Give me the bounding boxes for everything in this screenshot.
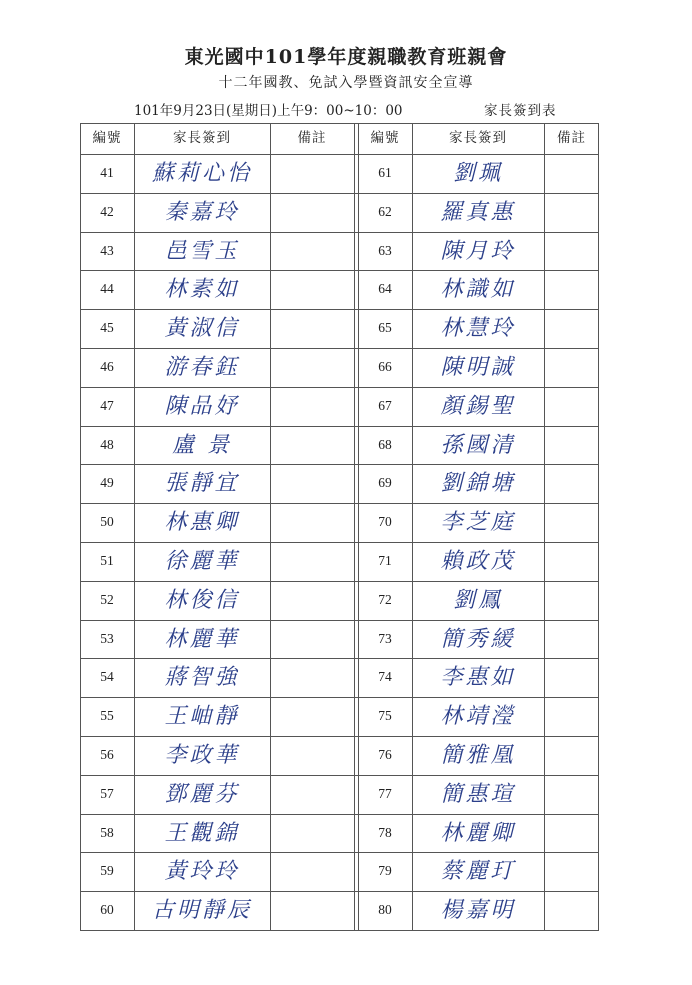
row-number: 55	[100, 708, 114, 724]
remarks-cell	[270, 581, 354, 620]
col-remarks-left: 備註	[297, 130, 327, 146]
table-row	[80, 658, 599, 697]
col-number-left: 編號	[92, 130, 122, 146]
row-number: 78	[378, 824, 392, 840]
row-number: 67	[378, 397, 392, 413]
parent-signature: 羅真惠	[440, 199, 516, 225]
col-signature-right: 家長簽到	[449, 130, 507, 146]
parent-signature: 陳月玲	[440, 238, 516, 264]
parent-signature: 楊嘉明	[440, 898, 516, 924]
remarks-cell	[270, 193, 354, 232]
row-number: 53	[100, 630, 114, 646]
table-row	[80, 154, 599, 193]
parent-signature: 蔣智強	[164, 665, 240, 691]
remarks-cell	[544, 270, 599, 309]
remarks-cell	[544, 581, 599, 620]
row-number: 77	[378, 785, 392, 801]
table-row	[80, 852, 599, 891]
parent-signature: 林素如	[164, 277, 240, 303]
row-number: 42	[100, 203, 114, 219]
row-number: 65	[378, 320, 392, 336]
row-divider	[80, 891, 599, 892]
row-number: 76	[378, 747, 392, 762]
parent-signature: 孫國清	[440, 432, 516, 458]
parent-signature: 林麗華	[164, 626, 240, 652]
remarks-cell	[270, 814, 354, 853]
row-number: 45	[100, 320, 114, 336]
table-row	[80, 775, 599, 814]
remarks-cell	[544, 814, 599, 853]
remarks-cell	[544, 658, 599, 697]
parent-signature: 賴政茂	[440, 549, 516, 574]
remarks-cell	[270, 426, 354, 465]
parent-signature: 劉珮	[452, 161, 503, 186]
row-divider	[80, 814, 599, 815]
row-number: 70	[378, 514, 392, 530]
table-row	[80, 387, 599, 426]
center-divider	[354, 123, 355, 931]
table-row	[80, 503, 599, 542]
table-row	[80, 891, 599, 930]
remarks-cell	[270, 270, 354, 309]
table-row	[80, 814, 599, 853]
parent-signature: 林麗卿	[440, 820, 516, 846]
row-divider	[80, 348, 599, 349]
parent-signature: 劉鳳	[452, 587, 503, 613]
remarks-cell	[544, 193, 599, 232]
remarks-cell	[544, 697, 599, 736]
row-number: 61	[378, 165, 392, 180]
row-number: 46	[100, 359, 114, 374]
remarks-cell	[270, 348, 354, 387]
row-number: 47	[100, 397, 114, 413]
remarks-cell	[270, 464, 354, 503]
table-row	[80, 309, 599, 348]
parent-signature: 蔡麗玎	[440, 859, 516, 885]
row-divider	[80, 426, 599, 427]
table-row	[80, 736, 599, 775]
row-number: 74	[378, 669, 392, 685]
row-number: 51	[100, 553, 114, 568]
table-row	[80, 542, 599, 581]
col-remarks-right: 備註	[557, 130, 586, 146]
parent-signature: 邑雪玉	[164, 238, 240, 264]
remarks-cell	[270, 542, 354, 581]
row-number: 52	[100, 591, 114, 607]
row-number: 79	[378, 863, 392, 879]
row-number: 59	[100, 863, 114, 879]
remarks-cell	[544, 464, 599, 503]
parent-signature: 林識如	[440, 277, 516, 303]
remarks-cell	[544, 309, 599, 348]
table-row	[80, 232, 599, 271]
remarks-cell	[270, 736, 354, 775]
parent-signature: 盧 景	[172, 432, 232, 458]
row-number: 43	[100, 242, 114, 258]
parent-signature: 陳品妤	[164, 393, 240, 419]
row-divider	[80, 309, 599, 310]
remarks-cell	[544, 542, 599, 581]
parent-signature: 李芝庭	[440, 510, 516, 536]
table-row	[80, 348, 599, 387]
document-subtitle: 十二年國教、免試入學暨資訊安全宣導	[218, 75, 474, 91]
row-number: 50	[100, 514, 114, 530]
row-number: 49	[100, 475, 114, 491]
parent-signature: 林惠卿	[164, 510, 240, 536]
parent-signature: 簡雅凰	[440, 743, 516, 768]
parent-signature: 顏錫聖	[440, 393, 516, 419]
remarks-cell	[270, 503, 354, 542]
parent-signature: 王岫靜	[164, 704, 240, 730]
remarks-cell	[544, 503, 599, 542]
row-number: 68	[378, 436, 392, 452]
row-divider	[80, 658, 599, 659]
remarks-cell	[544, 620, 599, 659]
parent-signature: 陳明誠	[440, 355, 516, 380]
row-divider	[80, 464, 599, 465]
row-number: 60	[100, 902, 114, 918]
column-divider	[412, 123, 413, 931]
row-number: 44	[100, 281, 114, 297]
row-divider	[80, 775, 599, 776]
remarks-cell	[544, 852, 599, 891]
row-divider	[80, 620, 599, 621]
row-number: 69	[378, 475, 392, 491]
parent-signature: 林靖瀅	[440, 704, 516, 730]
row-number: 57	[100, 785, 114, 801]
row-number: 66	[378, 359, 392, 374]
parent-signature: 蘇莉心怡	[151, 161, 252, 186]
parent-signature: 林慧玲	[440, 316, 516, 342]
row-number: 62	[378, 203, 392, 219]
row-number: 75	[378, 708, 392, 724]
parent-signature: 游春鈺	[164, 355, 240, 380]
remarks-cell	[544, 387, 599, 426]
parent-signature: 徐麗華	[164, 549, 240, 574]
column-divider	[134, 123, 135, 931]
row-divider	[80, 503, 599, 504]
document-title: 東光國中101學年度親職教育班親會	[184, 46, 508, 68]
remarks-cell	[270, 309, 354, 348]
remarks-cell	[544, 426, 599, 465]
parent-signature: 林俊信	[164, 587, 240, 613]
remarks-cell	[270, 697, 354, 736]
column-divider	[270, 123, 271, 931]
table-row	[80, 426, 599, 465]
row-number: 54	[100, 669, 114, 685]
table-row	[80, 464, 599, 503]
column-divider	[544, 123, 545, 931]
row-number: 72	[378, 591, 392, 607]
remarks-cell	[544, 891, 599, 930]
header-divider	[80, 154, 599, 155]
remarks-cell	[270, 852, 354, 891]
row-divider	[80, 542, 599, 543]
row-number: 63	[378, 242, 392, 258]
remarks-cell	[270, 154, 354, 193]
parent-signature: 王觀錦	[164, 820, 240, 846]
parent-signature: 簡惠瑄	[440, 781, 516, 807]
row-number: 58	[100, 824, 114, 840]
table-header	[80, 123, 599, 154]
row-divider	[80, 581, 599, 582]
row-divider	[80, 387, 599, 388]
remarks-cell	[544, 154, 599, 193]
row-divider	[80, 697, 599, 698]
parent-signature: 劉錦塘	[440, 471, 516, 497]
remarks-cell	[270, 775, 354, 814]
row-divider	[80, 232, 599, 233]
remarks-cell	[270, 891, 354, 930]
row-number: 73	[378, 630, 392, 646]
parent-signature: 黃玲玲	[164, 859, 240, 885]
row-number: 56	[100, 747, 114, 762]
remarks-cell	[270, 387, 354, 426]
row-divider	[80, 193, 599, 194]
row-number: 41	[100, 165, 114, 180]
form-title: 家長簽到表	[484, 103, 557, 119]
table-row	[80, 620, 599, 659]
table-row	[80, 193, 599, 232]
remarks-cell	[544, 775, 599, 814]
remarks-cell	[544, 348, 599, 387]
center-divider	[358, 123, 359, 931]
parent-signature: 李政華	[164, 743, 240, 768]
table-row	[80, 270, 599, 309]
remarks-cell	[544, 232, 599, 271]
row-number: 71	[378, 553, 392, 568]
remarks-cell	[544, 736, 599, 775]
remarks-cell	[270, 620, 354, 659]
parent-signature: 黃淑信	[164, 316, 240, 342]
parent-signature: 張靜宜	[164, 471, 240, 497]
parent-signature: 古明靜辰	[151, 898, 252, 924]
row-divider	[80, 736, 599, 737]
parent-signature: 簡秀緩	[440, 626, 516, 652]
event-date: 101年9月23日(星期日)上午9：00~10：00	[134, 103, 403, 119]
row-number: 48	[100, 436, 114, 452]
table-row	[80, 697, 599, 736]
remarks-cell	[270, 658, 354, 697]
parent-signature: 秦嘉玲	[164, 199, 240, 225]
col-number-right: 編號	[370, 130, 400, 146]
col-signature-left: 家長簽到	[173, 130, 231, 146]
row-number: 80	[378, 902, 392, 918]
row-number: 64	[378, 281, 392, 297]
row-divider	[80, 852, 599, 853]
parent-signature: 李惠如	[440, 665, 516, 691]
remarks-cell	[270, 232, 354, 271]
parent-signature: 鄧麗芬	[164, 781, 240, 807]
row-divider	[80, 270, 599, 271]
table-row	[80, 581, 599, 620]
